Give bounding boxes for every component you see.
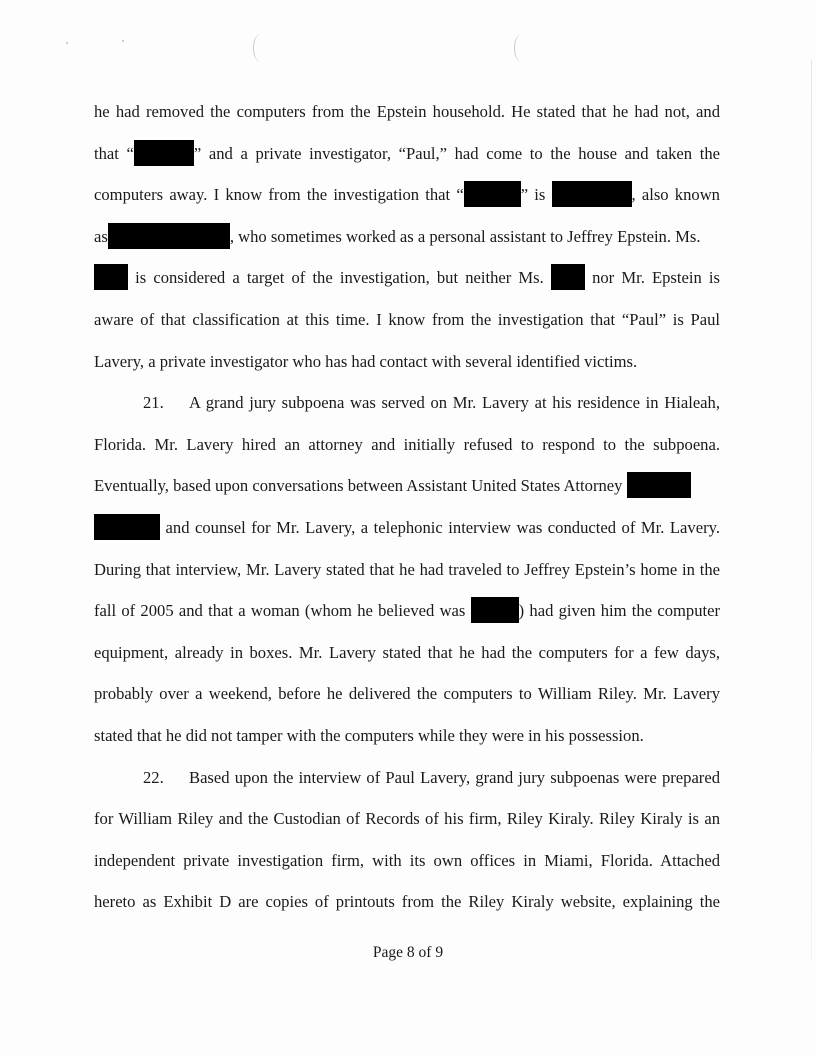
body-text bbox=[94, 91, 720, 923]
text-line: and counsel for Mr. Lavery, a telephonic interview was conducted of Mr. Lavery. bbox=[94, 507, 720, 549]
redaction-box bbox=[134, 140, 194, 166]
redaction-box bbox=[464, 181, 521, 207]
text-line: for William Riley and the Custodian of Records of his firm, Riley Kiraly. Riley Kiraly is an bbox=[94, 809, 720, 829]
text-line: as , who sometimes worked as a personal assistant to Jeffrey Epstein. Ms. bbox=[94, 216, 720, 258]
page-number: Page 8 of 9 bbox=[372, 944, 444, 961]
scan-speck bbox=[122, 40, 124, 42]
text-line: Florida. Mr. Lavery hired an attorney and initially refused to respond to the subpoena. bbox=[94, 434, 720, 454]
scan-mark bbox=[253, 34, 268, 62]
redaction-box bbox=[108, 223, 230, 249]
text-line: that “ ” and a private investigator, “Paul,” had come to the house and taken the bbox=[94, 133, 720, 175]
text-line: Eventually, based upon conversations between Assistant United States Attorney bbox=[94, 465, 720, 507]
text-line: equipment, already in boxes. Mr. Lavery stated that he had the computers for a few days, bbox=[94, 642, 720, 662]
text-line: fall of 2005 and that a woman (whom he believed was ) had given him the computer bbox=[94, 590, 720, 632]
text-line: During that interview, Mr. Lavery stated that he had traveled to Jeffrey Epstein’s home in the bbox=[94, 559, 720, 579]
text-line: 22. Based upon the interview of Paul Lavery, grand jury subpoenas were prepared bbox=[94, 757, 720, 799]
scan-edge bbox=[811, 60, 812, 960]
redaction-box bbox=[552, 181, 632, 207]
text-line: computers away. I know from the investigation that “ ” is , also known bbox=[94, 174, 720, 216]
text-line: stated that he did not tamper with the computers while they were in his possession. bbox=[94, 725, 644, 745]
scan-mark bbox=[514, 34, 529, 62]
redaction-box bbox=[94, 264, 128, 290]
redaction-box bbox=[551, 264, 585, 290]
text-line: probably over a weekend, before he delivered the computers to William Riley. Mr. Lavery bbox=[94, 684, 720, 704]
text-line: Lavery, a private investigator who has had contact with several identified victims. bbox=[94, 351, 638, 371]
scan-speck bbox=[66, 42, 68, 44]
redaction-box bbox=[471, 597, 519, 623]
redaction-box bbox=[627, 472, 691, 498]
text-line: he had removed the computers from the Epstein household. He stated that he had not, and bbox=[94, 102, 720, 121]
text-line: is considered a target of the investigation, but neither Ms. nor Mr. Epstein is bbox=[94, 257, 720, 299]
text-line: hereto as Exhibit D are copies of printouts from the Riley Kiraly website, explaining the bbox=[94, 892, 720, 912]
paragraph-number: 22. bbox=[143, 767, 164, 787]
paragraph-number: 21. bbox=[143, 393, 164, 413]
text-line: independent private investigation firm, with its own offices in Miami, Florida. Attached bbox=[94, 850, 720, 870]
text-line: 21. A grand jury subpoena was served on Mr. Lavery at his residence in Hialeah, bbox=[94, 382, 720, 424]
redaction-box bbox=[94, 514, 160, 540]
text-line: aware of that classification at this time. I know from the investigation that “Paul” is Paul bbox=[94, 309, 720, 329]
